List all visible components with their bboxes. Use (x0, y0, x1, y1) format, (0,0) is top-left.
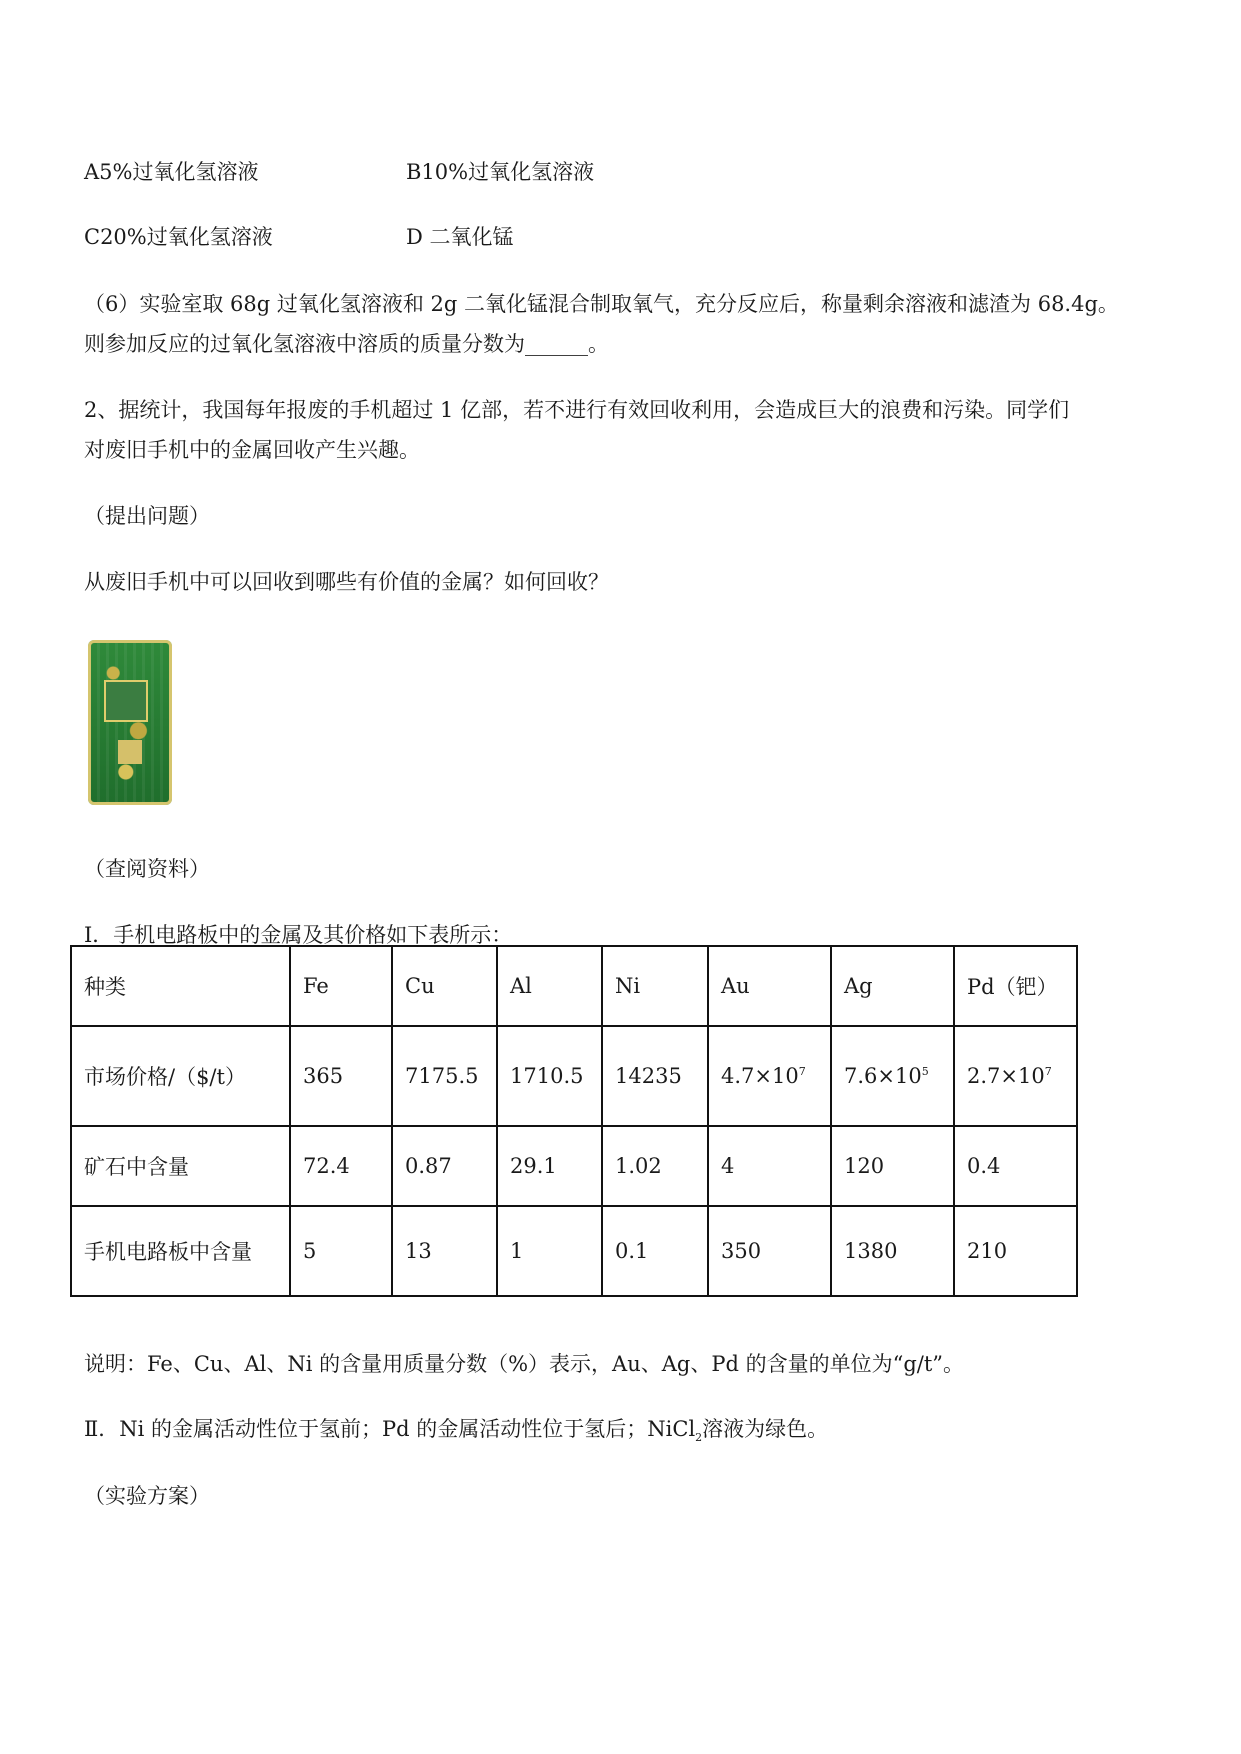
section-heading-research: （查阅资料） (84, 857, 210, 881)
question-2-line-2: 对废旧手机中的金属回收产生兴趣。 (84, 438, 420, 462)
table-cell: 13 (392, 1206, 497, 1296)
table-cell: 1 (497, 1206, 602, 1296)
table-cell-label: 矿石中含量 (71, 1126, 290, 1206)
table-cell: 72.4 (290, 1126, 392, 1206)
table-cell: 350 (708, 1206, 831, 1296)
table-header-cell: Ni (602, 946, 708, 1026)
table-cell-label: 市场价格/（$/t） (71, 1026, 290, 1126)
table-cell: 5 (290, 1206, 392, 1296)
table-cell: 1.02 (602, 1126, 708, 1206)
table-cell-label: 手机电路板中含量 (71, 1206, 290, 1296)
table-cell: 0.1 (602, 1206, 708, 1296)
table-header-cell: Al (497, 946, 602, 1026)
question-2-line-1: 2、据统计，我国每年报废的手机超过 1 亿部，若不进行有效回收利用，会造成巨大的浪费和污染。同学们 (84, 398, 1070, 422)
table-cell: 365 (290, 1026, 392, 1126)
table-row-price (71, 1026, 1077, 1126)
section-heading-question: （提出问题） (84, 504, 210, 528)
table-row-ore (71, 1126, 1077, 1206)
table-cell: 4 (708, 1126, 831, 1206)
section-heading-plan: （实验方案） (84, 1484, 210, 1508)
table-cell: 29.1 (497, 1126, 602, 1206)
table-row-board (71, 1206, 1077, 1296)
question-text: 从废旧手机中可以回收到哪些有价值的金属？如何回收？ (84, 570, 609, 594)
table-header-cell: Au (708, 946, 831, 1026)
table-cell: $2.7\times 10^7$ (954, 1026, 1077, 1126)
option-d: D 二氧化锰 (406, 225, 514, 249)
table-header-cell: 种类 (71, 946, 290, 1026)
circuit-board-image (88, 640, 172, 805)
table-cell: 0.87 (392, 1126, 497, 1206)
option-c: C20%过氧化氢溶液 (84, 225, 273, 249)
option-a: A5%过氧化氢溶液 (84, 160, 259, 184)
table-header-cell: Fe (290, 946, 392, 1026)
option-b: B10%过氧化氢溶液 (406, 160, 595, 184)
table-cell: 1380 (831, 1206, 954, 1296)
table-cell: 1710.5 (497, 1026, 602, 1126)
table-cell: 14235 (602, 1026, 708, 1126)
table-cell: 0.4 (954, 1126, 1077, 1206)
table-cell: $7.6\times 10^5$ (831, 1026, 954, 1126)
research-item-1: Ⅰ．手机电路板中的金属及其价格如下表所示： (84, 923, 513, 947)
table-note: 说明：Fe、Cu、Al、Ni 的含量用质量分数（%）表示，Au、Ag、Pd 的含量的单位为“g/t”。 (84, 1352, 965, 1376)
question-6-line-2: 则参加反应的过氧化氢溶液中溶质的质量分数为______。 (84, 332, 609, 356)
table-header-cell: Ag (831, 946, 954, 1026)
table-cell: 7175.5 (392, 1026, 497, 1126)
table-cell: 210 (954, 1206, 1077, 1296)
table-header-cell: Pd（钯） (954, 946, 1077, 1026)
question-6-line-1: （6）实验室取 68g 过氧化氢溶液和 2g 二氧化锰混合制取氧气，充分反应后，称量剩余溶液和滤渣为 68.4g。 (84, 292, 1119, 316)
table-cell: 120 (831, 1126, 954, 1206)
table-header-cell: Cu (392, 946, 497, 1026)
table-row-header (71, 946, 1077, 1026)
research-item-2: Ⅱ．Ni 的金属活动性位于氢前；Pd 的金属活动性位于氢后；NiCl$_2$溶液为绿色。 (84, 1417, 829, 1445)
table-cell: $4.7\times 10^7$ (708, 1026, 831, 1126)
metal-price-table (70, 945, 1078, 1297)
